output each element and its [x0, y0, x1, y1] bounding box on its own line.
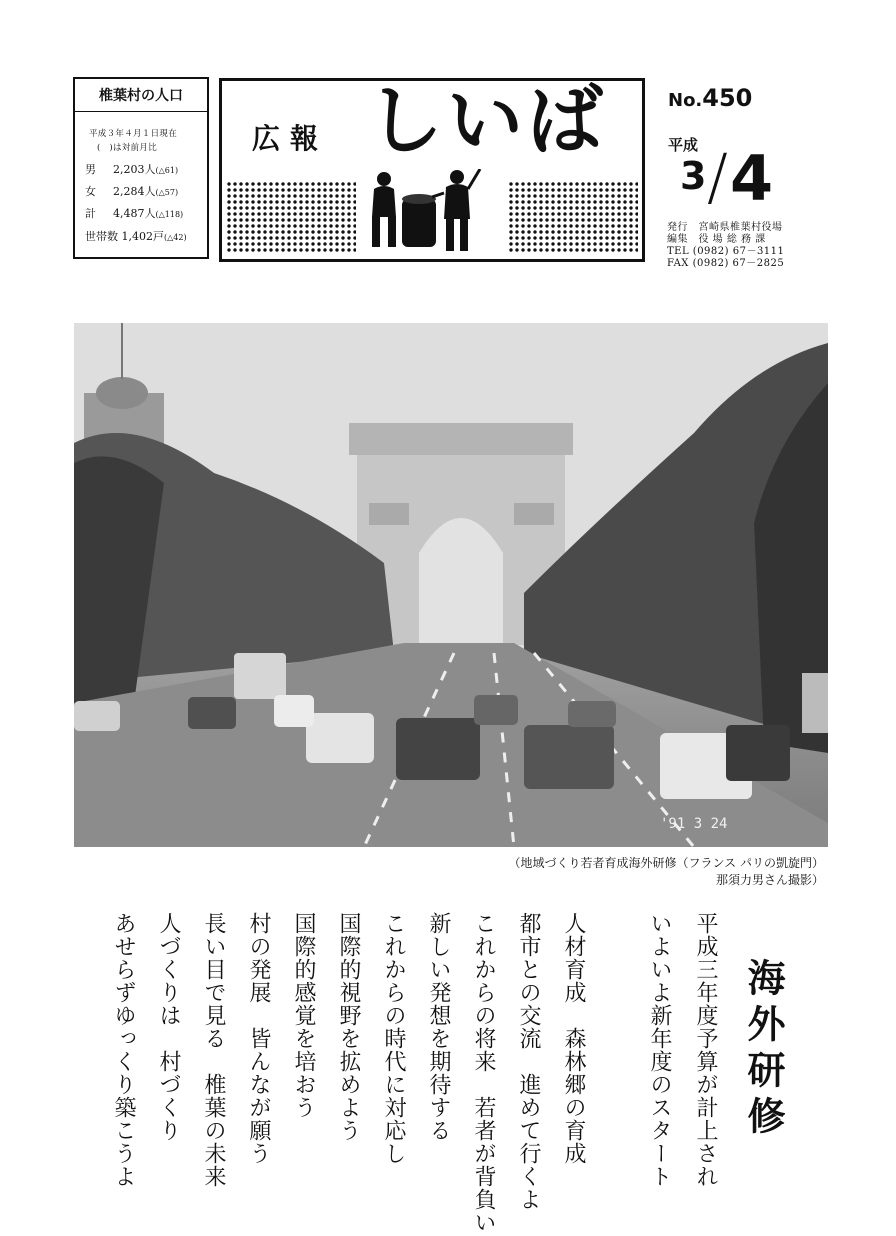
population-title: 椎葉村の人口 [75, 85, 207, 112]
population-as-of: 平成３年４月１日現在 [89, 129, 178, 139]
photo-caption-line1: （地域づくり若者育成海外研修（フランス パリの凱旋門） [508, 856, 824, 870]
issue-era: 平成 [668, 136, 699, 154]
article-line-2: いよいよ新年度のスタート [647, 912, 672, 1188]
photo-caption-line2: 那須力男さん撮影） [715, 873, 824, 888]
masthead [219, 78, 645, 262]
population-row-total: 計 4,487人(△118) [85, 207, 184, 220]
article-line-4: 都市との交流 進めて行くよ [516, 912, 541, 1211]
population-box [73, 77, 209, 259]
article-line-8: 国際的視野を拡めよう [336, 912, 361, 1142]
drummer-illustration [362, 169, 482, 255]
fax-line: FAX (0982) 67－2825 [667, 258, 785, 269]
halftone-pattern-left [226, 181, 356, 253]
article-line-10: 村の発展 皆んなが願う [246, 912, 271, 1165]
population-note: ( )は対前月比 [97, 143, 158, 153]
article-line-5: これからの将来 若者が背負い [471, 912, 496, 1234]
tel-line: TEL (0982) 67－3111 [667, 246, 785, 257]
article-line-12: 人づくりは 村づくり [156, 912, 181, 1142]
article-line-6: 新しい発想を期待する [426, 912, 451, 1142]
publisher-line: 発行 宮崎県椎葉村役場 [667, 222, 783, 233]
issue-date-slash: / [707, 140, 728, 213]
population-row-female: 女 2,284人(△57) [85, 185, 179, 198]
photo-caption [454, 855, 824, 890]
article-line-3: 人材育成 森林郷の育成 [561, 912, 586, 1165]
population-row-households: 世帯数 1,402戸(△42) [85, 230, 187, 243]
masthead-title: しいば [367, 78, 607, 165]
photo-illustration [74, 323, 828, 847]
article-line-1: 平成三年度予算が計上され [693, 912, 718, 1188]
masthead-label: 広報 [252, 122, 329, 155]
photo-date-stamp: '91 3 24 [660, 816, 728, 832]
editor-line: 編集 役 場 総 務 課 [667, 234, 766, 245]
issue-number: No.450 [668, 84, 753, 112]
article-line-7: これからの時代に対応し [381, 912, 406, 1165]
population-row-male: 男 2,203人(△61) [85, 163, 179, 176]
article-line-13: あせらずゆっくり築こうよ [111, 912, 136, 1188]
halftone-pattern-right [508, 181, 638, 253]
article-line-9: 国際的感覚を培おう [291, 912, 316, 1119]
issue-year: 3 [680, 154, 707, 198]
article-heading: 海外研修 [741, 958, 785, 1142]
arc-de-triomphe-photo [74, 323, 828, 847]
article-line-11: 長い目で見る 椎葉の未来 [201, 912, 226, 1188]
issue-month: 4 [730, 142, 774, 215]
